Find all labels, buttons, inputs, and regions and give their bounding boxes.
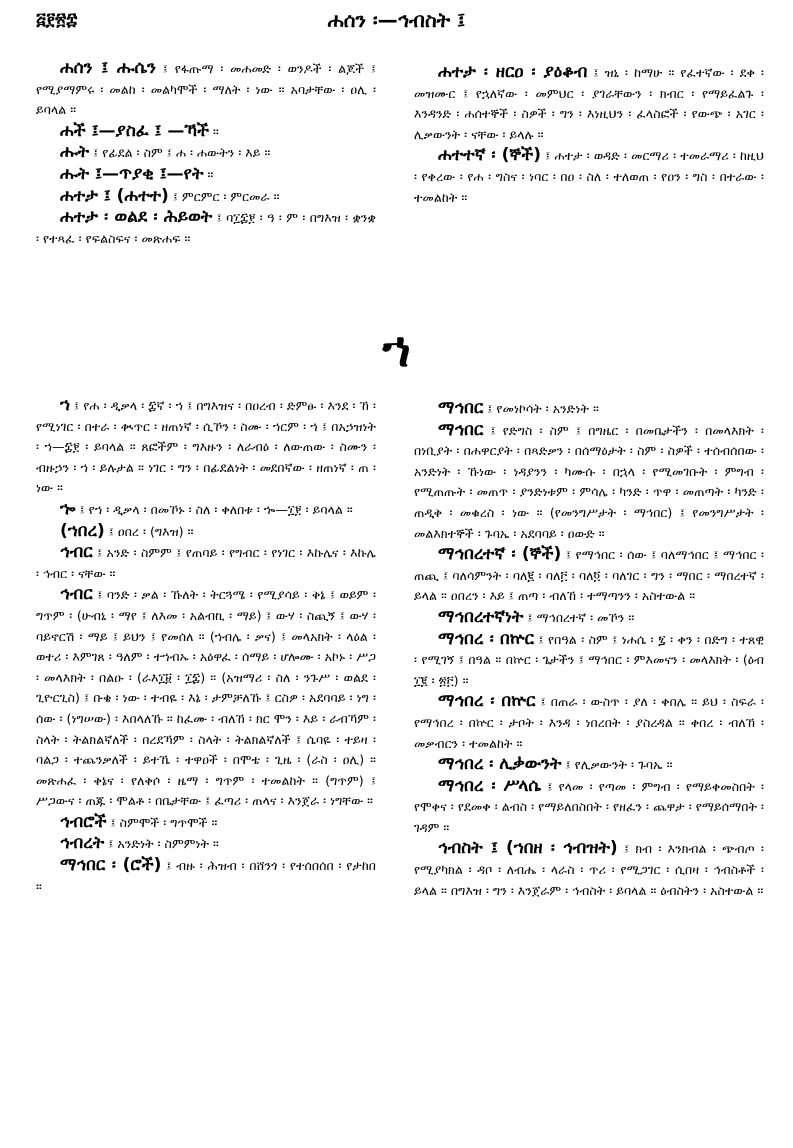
section-letter: ኀ (382, 322, 411, 378)
dictionary-entry (414, 544, 764, 607)
dictionary-entry (36, 833, 376, 855)
entry-headword: ኅብረት (60, 833, 105, 854)
entry-definition: ፤ የመነኮሳት ፡ አንድነት ። (483, 401, 599, 416)
entry-definition: ፤ ዝኒ ፡ ከማሁ ። የፈተኛው ፡ ደቀ ፡ መዝሙር ፤ የኋለኛው ፡ መምህር ፡ ያገራቸውን ፡ ክብር ፡ የማይፈልጉ ፡ እንዳንድ ፡ ሐሰተኞች ፡ ስዎች ፡ ግን ፡ እነዚህን ፡ ፈላስፎች ፡ የውጭ ፡ አገር ፡ ሊቃውንት ፡ ናቸው ፡ ይላሉ ። (414, 65, 764, 142)
dictionary-entry (36, 58, 376, 121)
entry-definition: ፤ ማኅበረተኛ ፡ መኾን ። (523, 609, 635, 625)
entry-headword: ሑት ፤—ጥያቂ ፤—የት (60, 163, 204, 184)
bottom-right-column (414, 398, 764, 1146)
entry-definition: ፤ የፋጡማ ፡ መሐመድ ፡ ወንዶች ፡ ልጆች ፤ የሚያማምሩ ፡ መልከ ፡ መልካሞች ፡ ማለት ፡ ነው ። አባታቸው ፡ ዐሊ ፡ ይባላል ። (36, 61, 376, 118)
entry-definition: ፤ የድግስ ፡ ስም ፤ በግዜር ፡ በመቤታችን ፡ በመላእክት ፡ በነቢያት ፡ በሐዋርያት ፡ በጻድቃን ፡ በሰማዕታት ፡ ስም ፡ ስዎች ፡ ተሰብሰበው ፡ አንድነት ፡ ኹነው ፡ ነዳያንን ፡ ካሙሱ ፡ በኋላ ፡ የሚመገቡት ፡ ምግብ ፡ የሚጠጡት ፡ መጠጥ ፡ ያንድነቱም ፡ ምሳሌ ፡ ካንድ ፡ ጥዋ ፡ መጠጣት ፡ ካንድ ፡ ጠዲቅ ፡ መቁረስ ፡ ነው ። (የመንግሥታት ፡ ማኅበር) ፤ የመንግሥታት ፡ መልእክተኞች ፡ ጉባኤ ፡ አደባባይ ፡ ዐውድ ። (414, 422, 764, 541)
dictionary-entry (36, 855, 376, 897)
entry-headword: ሐተታ ፤ (ሐተተ) (60, 185, 169, 206)
entry-headword: ኈ (60, 498, 76, 519)
dictionary-entry (36, 207, 376, 249)
dictionary-entry (414, 62, 764, 145)
entry-headword: ማኅበረ ፡ ሥላሴ (438, 775, 542, 796)
entry-definition: ፤ ዐበረ ፡ (ግእዝ) ። (104, 523, 194, 539)
entry-headword: ሐተታ ፡ ዘርዐ ፡ ያዕቆብ (438, 62, 588, 82)
entry-headword: ሐተታ ፡ ወልደ ፡ ሕይወት (60, 207, 213, 228)
entry-headword: ማኅበረተኛ ፡ (ኞች) (438, 544, 562, 565)
dictionary-entry (36, 812, 376, 834)
entry-definition: ፤ በጠራ ፡ ውስጥ ፡ ያለ ፡ ቀበሌ ። ይህ ፡ ስፍራ ፡ የማኅበረ ፡ በኵር ፡ ታቦት ፡ እንዳ ፡ ነበረበት ፡ ያስረዳል ። ቀበረ ፡ ብለኸ ፡ መቃብርን ፡ ተመልከት ። (414, 694, 764, 751)
dictionary-entry (414, 776, 764, 839)
dictionary-entry (414, 398, 764, 420)
entry-definition: ። (209, 123, 219, 139)
entry-headword: ኅብሮች (60, 811, 107, 832)
dictionary-entry (36, 121, 376, 143)
entry-definition: ፤ የላመ ፡ የጣመ ፡ ምግብ ፡ የማይቀመስበት ፡ የሞቀና ፡ የደመቀ ፡ ልብስ ፡ የማይለበስበት ፡ የዘፈን ፡ ጨዋታ ፡ የማይሰማበት ፡ ገዳም ። (414, 778, 764, 835)
top-right-column (414, 62, 764, 282)
dictionary-entry (36, 164, 376, 186)
entry-headword: ኅብር (60, 584, 93, 605)
page-header (0, 0, 793, 44)
dictionary-entry (414, 629, 764, 692)
entry-definition: ፤ የማኅበር ፡ ሰው ፤ ባለማኅበር ፤ ማኅበር ፡ ጠጪ ፤ ባለሳምንት ፡ ባለ፪ ፡ ባለ፫ ፡ ባለ፬ ፡ ባለገር ፡ ግን ፡ ማበር ፡ ማበረተኛ ፡ ይላል ። ዐበረን ፡ እይ ፤ ጠጣ ፡ ብለኸ ፡ ተማጣንን ፡ አስተውል ። (414, 547, 764, 604)
entry-definition: ፤ ሐተታ ፡ ወዳድ ፡ መርማሪ ፡ ተመራማሪ ፡ ከዚህ ፡ የቀረው ፡ የሐ ፡ ግስና ፡ ነባር ፡ በዐ ፡ ስለ ፡ ተለወጠ ፡ የዐን ፡ ግስ ፡ በተራው ፡ ተመልከት ። (414, 148, 764, 205)
entry-definition: ፤ ብዙ ፡ ሕዝብ ፡ በሸንጎ ፡ የተሰበሰበ ፡ የታከበ ። (36, 858, 376, 894)
dictionary-entry (414, 607, 764, 629)
entry-definition: ። (203, 166, 214, 182)
entry-headword: ማኅበር (438, 398, 484, 418)
entry-headword: ሐች ፤—ያስፈ ፤ —ኻች (60, 120, 210, 141)
entry-headword: ማኅበረተኛነት (438, 606, 524, 627)
top-left-column (36, 58, 376, 308)
dictionary-entry (36, 542, 376, 584)
entry-headword: ማኅበር (438, 419, 484, 440)
entry-definition: ፤ የበዓል ፡ ስም ፤ ነሐሴ ፡ ፯ ፡ ቀን ፡ በድግ ፡ ተጸዊ ፡ የሚገኝ ፤ በዓል ። በኵር ፡ ጌታችን ፤ ማኅበር ፡ ምእመናን ፡ መላእክት ፡ (ዕብ ፲፪ ፡ ፳፫) ። (414, 631, 764, 688)
bottom-left-column (36, 395, 376, 1145)
entry-headword: ኅብስት ፤ (ኀበዘ ፡ ኅብዝት) (438, 838, 618, 859)
running-head: ሐሰን ፡—ኅብስት ፤ (327, 8, 466, 32)
entry-definition: ፤ አንድ ፡ ስምም ፤ የጠባይ ፡ የግብር ፡ የነገር ፡ እኩሌና ፡ እኩሌ ፡ ኅብር ፡ ናቸው ። (36, 545, 376, 581)
entry-headword: ሐተተኛ ፡ (ኞች) (438, 145, 541, 166)
entry-headword: ማኅበረ ፡ በኵር (438, 628, 534, 649)
dictionary-entry (414, 838, 764, 901)
entry-definition: ፤ ስምሞች ፡ ግጥሞች ። (106, 814, 218, 830)
dictionary-entry (36, 142, 376, 164)
entry-headword: ሐሰን ፤ ሑሴን (60, 58, 157, 78)
entry-headword: ኅብር (60, 542, 93, 563)
entry-definition: ፤ የፊደል ፡ ስም ፤ ሐ ፡ ሐውትን ፡ እይ ። (89, 145, 271, 161)
dictionary-entry (36, 499, 376, 521)
dictionary-entry (36, 395, 376, 499)
dictionary-entry (414, 145, 764, 208)
entry-headword: ማኅበረ ፡ በኵር (438, 691, 536, 712)
dictionary-entry (36, 521, 376, 543)
entry-headword: ኀ (60, 395, 70, 415)
dictionary-entry (36, 186, 376, 208)
entry-definition: ፤ ባ፲፰፻ ፡ ዓ ፡ ም ፡ በግእዝ ፡ ቋንቋ ፡ የተጻፈ ፡ የፍልስፍና ፡ መጽሐፍ ። (36, 210, 376, 246)
entry-headword: ሑት (60, 142, 90, 163)
entry-definition: ፤ የሊቃውንት ፡ ጉባኤ ። (561, 757, 673, 773)
entry-headword: ማኅበር ፡ (ሮች) (60, 855, 162, 876)
entry-definition: ፤ አንድነት ፡ ስምምነት ። (104, 836, 219, 852)
dictionary-entry (36, 584, 376, 812)
dictionary-entry (414, 691, 764, 754)
page-number: ፭፻፳፰ (36, 10, 78, 30)
entry-definition: ፤ የኀ ፡ ዲቃላ ፡ በመኾኑ ፡ ስለ ፡ ቀለበቱ ፡ ኈ—፲፻ ፡ ይባላል ። (75, 501, 353, 517)
entry-definition: ፤ የሐ ፡ ዲቃላ ፡ ፰ኛ ፡ ኀ ፤ በግእዝና ፡ በዐረብ ፡ ድምፁ ፡ እንደ ፡ ኸ ፡ የሚነገር ፡ በተራ ፡ ቊጥር ፡ ዘጠነኛ ፡ ሲኾን ፡ ስሙ ፡ ኀርም ፡ ኀ ፤ በአኃዝነት ፡ ኀ—፰፻ ፡ ይባላል ። ጸፎችም ፡ ግእዙን ፡ ለራብዕ ፡ ለውጠው ፡ ስሙን ፡ ብዙኃን ፡ ኀ ፡ ይሉታል ። ነገር ፡ ግን ፡ በፊደልነት ፡ መደበኛው ፡ ዘጠነኛ ፡ ጠ ፡ ነው ። (36, 398, 376, 496)
entry-headword: (ኀበረ) (60, 520, 105, 541)
entry-headword: ማኅበረ ፡ ሊቃውንት (438, 754, 562, 775)
entry-definition: ፤ ምርምር ፡ ምርመራ ። (168, 188, 280, 204)
dictionary-entry (414, 420, 764, 545)
dictionary-entry (414, 754, 764, 776)
entry-definition: ፤ ባንድ ፡ ቃል ፡ ኹለት ፡ ትርጓሜ ፡ የሚያሳይ ፡ ቅኔ ፤ ወይም ፡ ግጥም ፡ (ሁብኒ ፡ ማየ ፤ ለእመ ፡ አልብኪ ፡ ማይ) ፤ ውሃ ፡ ስጪኝ ፤ ውሃ ፡ ባይኖርሽ ፡ ማይ ፤ ይህን ፤ የመሰለ ። (ኀብሌ ፡ ቃና) ፤ መላአክት ፡ ላዕል ፡ ወተሪ ፡ እምገጸ ፡ ዓለም ፡ ተኀብኡ ፡ አዕዋፈ ፡ ሰማይ ፡ ሆሎሙ ፡ አኮኑ ፡ ሥጋ ፡ መላእክት ፡ በልዑ ፡ (ራእ፲፱ ፡ ፲፰) ። (አዝማሪ ፡ ስለ ፡ ንጉሥ ፡ ወልደ ፡ ጊዮርጊስ) ፤ ቡቄ ፡ ነው ፡ ተብዬ ፡ እኔ ፡ ታምቻለኹ ፤ ርስዎ ፡ አደባባይ ፡ ነግ ፡ ሰው ፡ (ነግሠው) ፡ እበላለኹ ። ከፈሙ ፡ ብለኸ ፡ ክር ሞን ፡ እይ ፡ ራብኻም ፡ ስላት ፡ ትልክልኛለች ፡ በረደኻም ፡ ስላት ፡ ትልክልኛለች ፤ ሴባዬ ፡ ተይዛ ፡ ባልጋ ፡ ተጨንቃለች ፡ ይተኼ ፡ ተዋዐች ፡ በሞቴ ፡ ጊዜ ፡ (ራስ ፡ ዐሊ) ። መጽሐፈ ፡ ቅኔና ፡ የለቅሶ ፡ ዜማ ፡ ግጥም ፡ ተመልከት ። (ግጥም) ፤ ሥጋውና ፡ ጠጁ ፡ ሞልቶ ፡ በቤታቸው ፤ ፈጣሪ ፡ ጠላና ፡ እንጀራ ፡ ነግቸው ። (36, 587, 376, 809)
entry-definition: ፤ ክብ ፡ እንክብል ፡ ጭብጦ ፡ የሚያካክል ፡ ዳቦ ፡ ለብሔ ፡ ላራስ ፡ ጥሪ ፡ የሚጋገር ፡ ሲበዛ ፡ ኅብስቶች ፡ ይላል ። በግእዝ ፡ ግን ፡ እንጀራም ፡ ኅብስት ፡ ይባላል ። ዕብስትን ፡ አስተውል ። (414, 841, 764, 898)
